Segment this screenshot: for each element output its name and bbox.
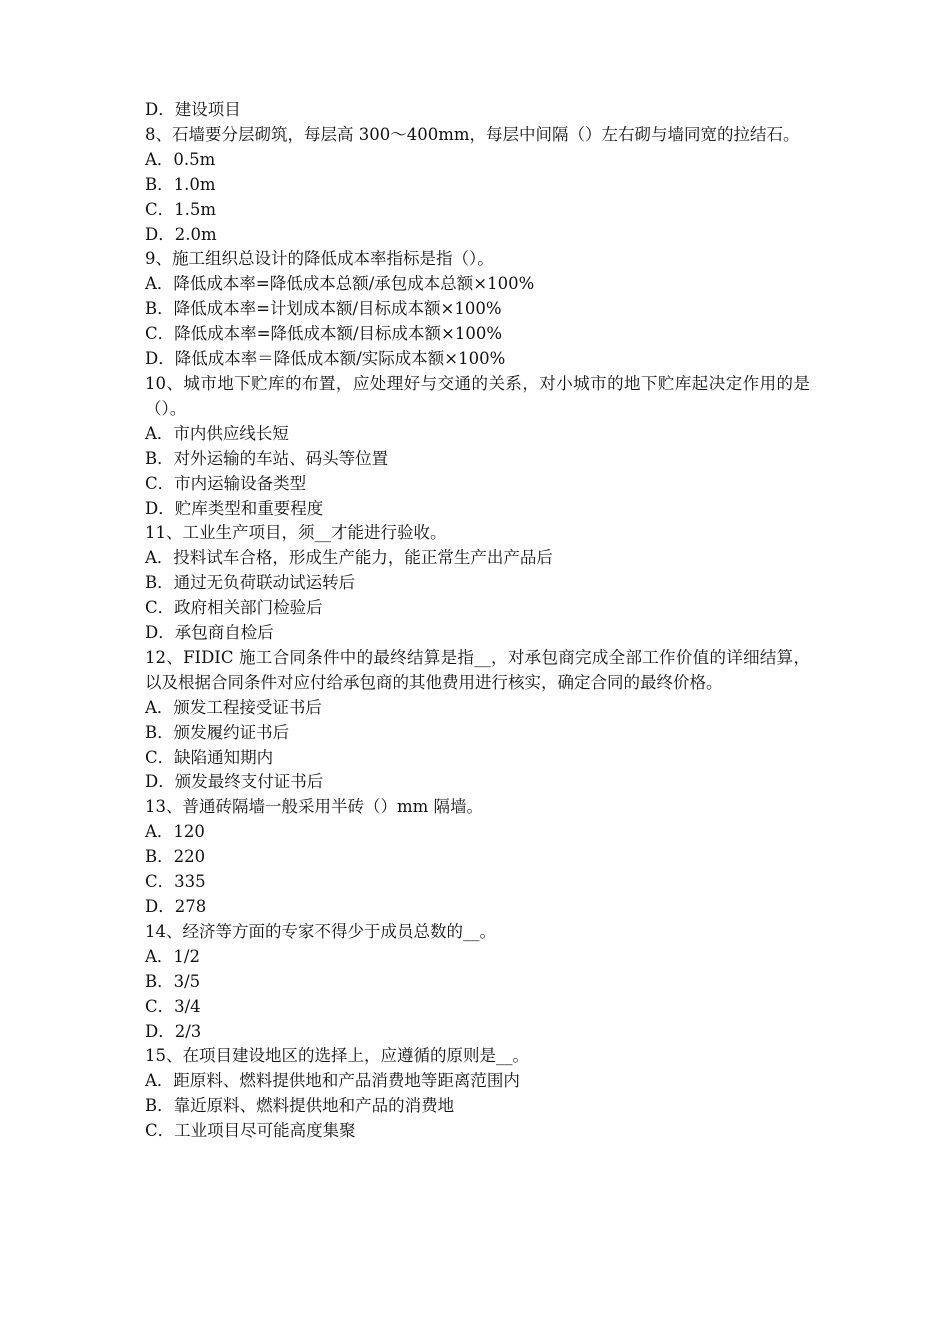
- question-text: 10、城市地下贮库的布置，应处理好与交通的关系，对小城市的地下贮库起决定作用的是（）。: [145, 373, 810, 418]
- option-text: A．1/2: [145, 946, 200, 966]
- option-text: D．降低成本率＝降低成本额/实际成本额×100%: [145, 349, 506, 369]
- option-text: A．0.5m: [145, 149, 216, 169]
- question-text: 15、在项目建设地区的选择上，应遵循的原则是__。: [145, 1046, 529, 1066]
- option-text: A．降低成本率=降低成本总额/承包成本总额×100%: [145, 274, 535, 294]
- option-text: B．1.0m: [145, 174, 216, 194]
- option-text: D．278: [145, 897, 207, 916]
- option-text: A．投料试车合格，形成生产能力，能正常生产出产品后: [145, 548, 553, 568]
- option-text: C．缺陷通知期内: [145, 747, 274, 767]
- option-text: B．颁发履约证书后: [145, 722, 290, 742]
- option-text: B．通过无负荷联动试运转后: [145, 573, 356, 593]
- option-text: C．工业项目尽可能高度集聚: [145, 1121, 356, 1141]
- option-text: C．降低成本率=降低成本额/目标成本额×100%: [145, 324, 503, 344]
- option-text: B．220: [145, 847, 206, 867]
- option-text: B．3/5: [145, 971, 201, 991]
- option-text: D．2.0m: [145, 224, 217, 244]
- option-text: A．市内供应线长短: [145, 423, 289, 443]
- document-page: [145, 98, 810, 1144]
- option-text: C．1.5m: [145, 199, 217, 219]
- question-text: 14、经济等方面的专家不得少于成员总数的__。: [145, 921, 496, 941]
- option-text: D．承包商自检后: [145, 623, 274, 643]
- option-text: C．政府相关部门检验后: [145, 598, 323, 618]
- option-text: D．建设项目: [145, 100, 241, 119]
- option-text: B．对外运输的车站、码头等位置: [145, 448, 389, 468]
- question-text: 12、FIDIC 施工合同条件中的最终结算是指__，对承包商完成全部工作价值的详细结算，以及根据合同条件对应付给承包商的其他费用进行核实，确定合同的最终价格。: [145, 647, 810, 692]
- question-text: 9、施工组织总设计的降低成本率指标是指（）。: [145, 249, 494, 269]
- option-text: D．颁发最终支付证书后: [145, 772, 324, 792]
- option-text: D．贮库类型和重要程度: [145, 498, 324, 518]
- option-text: C．335: [145, 872, 206, 892]
- option-text: A．120: [145, 822, 205, 842]
- question-text: 8、石墙要分层砌筑，每层高 300～400mm，每层中间隔（）左右砌与墙同宽的拉结石。: [145, 124, 800, 144]
- option-text: C．3/4: [145, 996, 201, 1016]
- option-text: B．降低成本率=计划成本额/目标成本额×100%: [145, 299, 502, 319]
- option-text: B．靠近原料、燃料提供地和产品的消费地: [145, 1096, 455, 1116]
- question-text: 13、普通砖隔墙一般采用半砖（）mm 隔墙。: [145, 797, 484, 817]
- option-text: A．颁发工程接受证书后: [145, 697, 322, 717]
- option-text: A．距原料、燃料提供地和产品消费地等距离范围内: [145, 1071, 520, 1091]
- question-text: 11、工业生产项目，须__才能进行验收。: [145, 523, 447, 543]
- option-text: C．市内运输设备类型: [145, 473, 307, 493]
- option-text: D．2/3: [145, 1021, 202, 1041]
